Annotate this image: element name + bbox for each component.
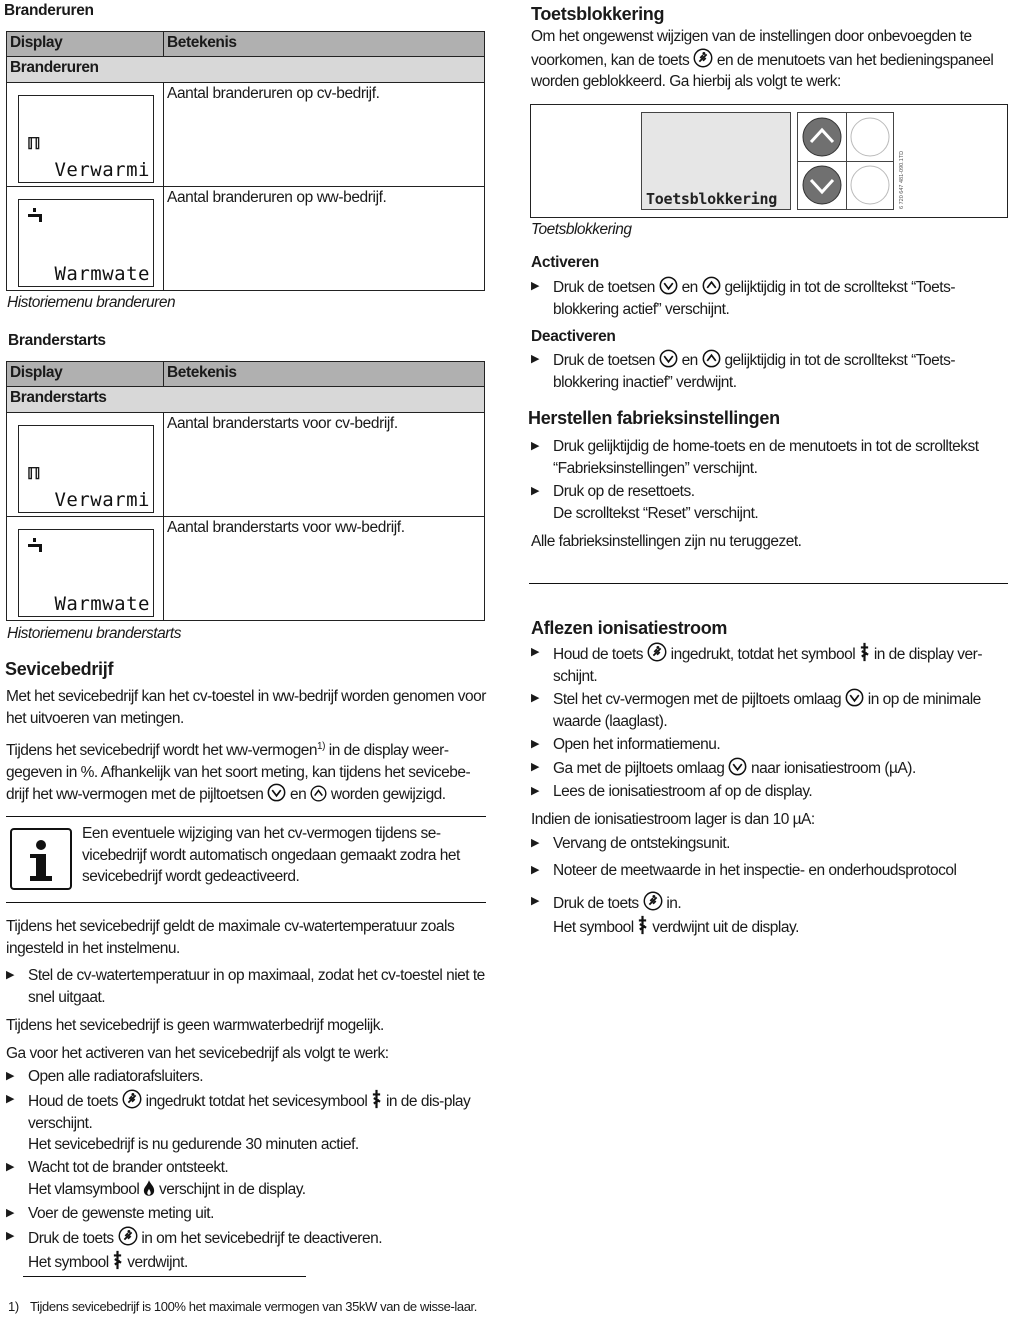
service-symbol-icon — [859, 642, 870, 662]
branderuren-table — [6, 31, 485, 291]
chimney-sweep-key-icon — [643, 891, 663, 911]
list-item: ▶ Houd de toets ingedrukt totdat het sevicesymbool in de dis-play verschijnt. Het sevicebedrijf is nu gedurende 30 minuten actief. — [6, 1089, 486, 1156]
table-group-header: Branderuren — [7, 57, 485, 83]
bullet-arrow-icon: ▶ — [531, 864, 539, 876]
radiator-icon: ℿ — [27, 134, 41, 153]
toetsblokkering-intro: Om het ongewenst wijzigen van de instellingen door onbevoegden te voorkomen, kan de toets en de menutoets van het bedieningspaneel worden geblokkeerd. Ga hierbij als volgt te werk: — [531, 28, 994, 90]
bullet-arrow-icon: ▶ — [531, 895, 539, 907]
footnote-ref: 1) — [317, 741, 325, 752]
list-item: ▶ Druk de toets in om het sevicebedrijf te deactiveren. Het symbool verdwijnt. — [6, 1226, 486, 1273]
ionisatie-heading: Aflezen ionisatiestroom — [531, 618, 728, 638]
list-item: ▶ Voer de gewenste meting uit. — [6, 1203, 486, 1225]
figure-code: 6 720 647 481-090.1TD — [899, 150, 905, 209]
table-row — [7, 413, 485, 517]
herstellen-heading: Herstellen fabrieksinstellingen — [528, 408, 780, 428]
arrow-up-key-icon — [702, 276, 721, 295]
bullet-arrow-icon: ▶ — [531, 761, 539, 773]
chimney-sweep-key-icon — [122, 1089, 142, 1109]
lcd-display — [18, 199, 154, 287]
list-item: ▶ Vervang de ontstekingsunit. — [531, 833, 1011, 855]
blank-key-icon — [846, 113, 894, 161]
col-display: Display — [7, 32, 164, 57]
display-cell — [7, 413, 164, 517]
footnote-text: Tijdens sevicebedrijf is 100% het maximale vermogen van 35kW van de wisse-laar. — [30, 1299, 477, 1314]
list-item: ▶ Wacht tot de brander ontsteekt. Het vlamsymbool verschijnt in de display. — [6, 1157, 486, 1200]
servicebedrijf-note: Tijdens het sevicebedrijf is geen warmwaterbedrijf mogelijk. — [6, 1017, 384, 1034]
list-item: ▶ Druk de toetsen en gelijktijdig in tot de scrolltekst “Toets-blokkering inactief” verdwijnt. — [531, 349, 1001, 393]
radiator-icon: ℿ — [27, 464, 41, 483]
panel-display — [641, 112, 791, 210]
bullet-arrow-icon: ▶ — [531, 837, 539, 849]
list-item: ▶ Stel het cv-vermogen met de pijltoets omlaag in op de minimale waarde (laaglast). — [531, 688, 1011, 732]
deactiveren-heading: Deactiveren — [531, 328, 616, 345]
figure-caption: Historiemenu branderstarts — [7, 625, 181, 642]
list-item: ▶ Houd de toets ingedrukt, totdat het symbool in de display ver-schijnt. — [531, 642, 1011, 687]
display-cell — [7, 187, 164, 291]
table-row — [7, 517, 485, 621]
flame-icon — [143, 1179, 155, 1197]
list-item: ▶ Ga met de pijltoets omlaag naar ionisatiestroom (µA). — [531, 757, 1011, 780]
lcd-display — [18, 529, 154, 617]
info-icon — [10, 828, 72, 890]
meaning-cell: Aantal branderuren op ww-bedrijf. — [164, 187, 485, 291]
chimney-sweep-key-icon — [647, 642, 667, 662]
lcd-text: Warmwate — [54, 593, 150, 615]
lcd-display — [18, 425, 154, 513]
toetsblokkering-heading: Toetsblokkering — [531, 4, 665, 24]
branderuren-heading: Branderuren — [4, 2, 94, 19]
lcd-text: Warmwate — [54, 263, 150, 285]
branderstarts-table — [6, 361, 485, 621]
list-item: ▶ Noteer de meetwaarde in het inspectie- en onderhoudsprotocol — [531, 860, 1011, 882]
servicebedrijf-intro: Met het sevicebedrijf kan het cv-toestel in ww-bedrijf worden genomen voor het uitvoeren van metingen. — [6, 688, 486, 727]
servicebedrijf-heading: Sevicebedrijf — [5, 659, 114, 679]
arrow-down-key-icon — [659, 276, 678, 295]
arrow-down-key-icon — [728, 757, 747, 776]
display-cell — [7, 83, 164, 187]
list-item: ▶ Open het informatiemenu. — [531, 734, 1011, 756]
info-note — [6, 818, 486, 900]
lcd-text: Verwarmi — [54, 159, 150, 181]
activeren-heading: Activeren — [531, 254, 599, 271]
arrow-up-key-icon — [702, 349, 721, 368]
arrow-up-key-icon — [310, 785, 327, 802]
blank-key-icon — [846, 161, 894, 209]
lcd-display — [18, 95, 154, 183]
arrow-up-key-icon — [798, 113, 846, 161]
divider — [6, 902, 486, 903]
info-text: Een eventuele wijziging van het cv-vermogen tijdens se-vicebedrijf wordt automatisch ongedaan gemaakt zodra het sevicebedrijf wordt gedeactiveerd. — [82, 825, 460, 885]
tap-icon — [27, 206, 49, 226]
chimney-sweep-key-icon — [118, 1226, 138, 1246]
bullet-arrow-icon: ▶ — [531, 785, 539, 797]
service-symbol-icon — [637, 915, 648, 935]
tap-icon — [27, 536, 49, 556]
list-item: ▶ Druk op de resettoets. De scrolltekst “Reset” verschijnt. — [531, 481, 1011, 524]
footnote — [8, 1297, 486, 1316]
lcd-text: Verwarmi — [54, 489, 150, 511]
meaning-cell: Aantal branderstarts voor cv-bedrijf. — [164, 413, 485, 517]
panel-display-text: Toetsblokkering — [646, 190, 777, 208]
arrow-down-key-icon — [798, 161, 846, 209]
table-row — [7, 83, 485, 187]
servicebedrijf-temp-text: Tijdens het sevicebedrijf geldt de maximale cv-watertemperatuur zoals ingesteld in het instelmenu. — [6, 918, 455, 957]
bullet-arrow-icon: ▶ — [6, 1070, 14, 1082]
bullet-arrow-icon: ▶ — [6, 969, 14, 981]
list-item: ▶ Druk gelijktijdig de home-toets en de menutoets in tot de scrolltekst “Fabrieksinstellingen” verschijnt. — [531, 436, 1011, 479]
figure-caption: Toetsblokkering — [531, 221, 632, 238]
arrow-down-key-icon — [659, 349, 678, 368]
bullet-arrow-icon: ▶ — [531, 440, 539, 452]
herstellen-result: Alle fabrieksinstellingen zijn nu teruggezet. — [531, 533, 802, 550]
list-item: ▶ Lees de ionisatiestroom af op de display. — [531, 781, 1011, 803]
meaning-cell: Aantal branderstarts voor ww-bedrijf. — [164, 517, 485, 621]
divider — [529, 583, 1008, 584]
bullet-arrow-icon: ▶ — [6, 1230, 14, 1242]
list-item: ▶ Druk de toetsen en gelijktijdig in tot de scrolltekst “Toets-blokkering actief” verschijnt. — [531, 276, 1001, 320]
col-meaning: Betekenis — [164, 362, 485, 387]
bullet-arrow-icon: ▶ — [6, 1093, 14, 1105]
divider — [6, 816, 486, 817]
servicebedrijf-paragraph: Tijdens het sevicebedrijf wordt het ww-vermogen$^{1)}$ in de display weer-gegeven in %. Afhankelijk van het soort meting, kan tijdens het sevicebe-drijf het ww-vermogen met de pijltoetsen en worden gewijzigd. — [6, 741, 471, 804]
list-item: ▶ Stel de cv-watertemperatuur in op maximaal, zodat het cv-toestel niet te snel uitgaat. — [6, 965, 486, 1008]
arrow-down-key-icon — [267, 783, 286, 802]
servicebedrijf-steps-intro: Ga voor het activeren van het sevicebedrijf als volgt te werk: — [6, 1045, 389, 1062]
bullet-arrow-icon: ▶ — [531, 692, 539, 704]
bullet-arrow-icon: ▶ — [6, 1207, 14, 1219]
col-meaning: Betekenis — [164, 32, 485, 57]
meaning-cell: Aantal branderuren op cv-bedrijf. — [164, 83, 485, 187]
chimney-sweep-key-icon — [693, 48, 713, 68]
footnote-divider — [23, 1276, 306, 1277]
service-symbol-icon — [371, 1089, 382, 1109]
footnote-mark: 1) — [8, 1299, 19, 1314]
table-row — [7, 187, 485, 291]
bullet-arrow-icon: ▶ — [531, 485, 539, 497]
table-group-header: Branderstarts — [7, 387, 485, 413]
bullet-arrow-icon: ▶ — [531, 280, 539, 292]
service-symbol-icon — [112, 1250, 123, 1270]
list-item: ▶ Open alle radiatorafsluiters. — [6, 1066, 486, 1088]
branderstarts-heading: Branderstarts — [8, 332, 106, 349]
panel-keys — [797, 112, 894, 210]
display-cell — [7, 517, 164, 621]
bullet-arrow-icon: ▶ — [6, 1161, 14, 1173]
figure-caption: Historiemenu branderuren — [7, 294, 176, 311]
bullet-arrow-icon: ▶ — [531, 353, 539, 365]
bullet-arrow-icon: ▶ — [531, 646, 539, 658]
col-display: Display — [7, 362, 164, 387]
control-panel-figure — [530, 104, 1008, 218]
list-item: ▶ Druk de toets in. Het symbool verdwijnt uit de display. — [531, 891, 1011, 938]
ionisatie-condition: Indien de ionisatiestroom lager is dan 10 µA: — [531, 811, 815, 828]
arrow-down-key-icon — [845, 688, 864, 707]
bullet-arrow-icon: ▶ — [531, 738, 539, 750]
